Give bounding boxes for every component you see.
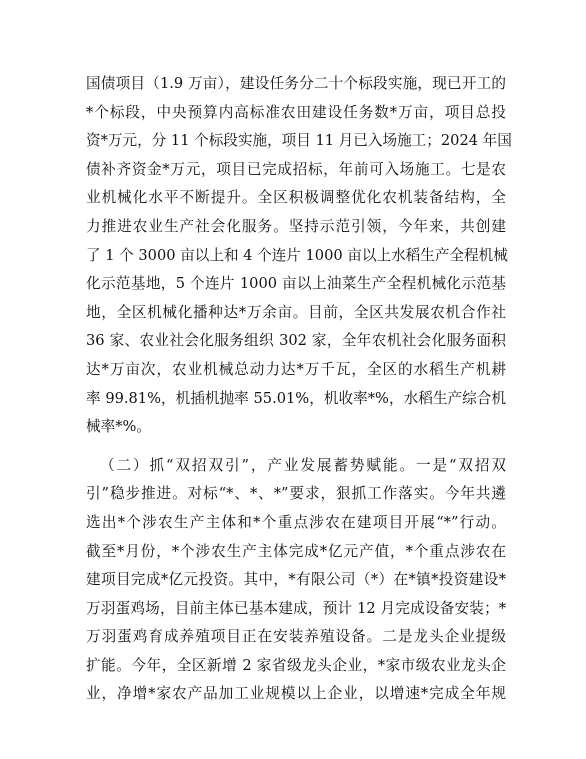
text-line: 万羽蛋鸡场，目前主体已基本建成，预计 12 月完成设备安装；* [86, 599, 506, 617]
text-line: 债补齐资金*万元，项目已完成招标，年前可入场施工。七是农 [86, 160, 506, 178]
text-line: 万羽蛋鸡育成养殖项目正在安装养殖设备。二是龙头企业提级 [86, 628, 506, 646]
paragraph-agri-mechanization [86, 70, 512, 442]
text-line: 化示范基地，5 个连片 1000 亩以上油菜生产全程机械化示范基 [86, 275, 506, 293]
text-line: 业，净增*家农产品加工业规模以上企业，以增速*完成全年规 [86, 685, 506, 703]
text-line: 国债项目（1.9 万亩），建设任务分二十个标段实施，现已开工的 [86, 75, 506, 92]
text-line: 引”稳步推进。对标“*、*、*”要求，狠抓工作落实。今年共遴 [86, 485, 506, 503]
text-line: 建项目完成*亿元投资。其中，*有限公司（*）在*镇*投资建设* [86, 571, 506, 589]
text-line: *个标段，中央预算内高标准农田建设任务数*万亩，项目总投 [86, 103, 506, 121]
text-line: 扩能。今年，全区新增 2 家省级龙头企业，*家市级农业龙头企 [86, 656, 506, 674]
paragraph-investment-attraction [86, 452, 506, 709]
text-line: 械率*%。 [86, 418, 151, 436]
text-line: 业机械化水平不断提升。全区积极调整优化农机装备结构，全 [86, 189, 506, 207]
text-line: 选出*个涉农生产主体和*个重点涉农在建项目开展“*”行动。 [86, 513, 506, 531]
text-line: 率 99.81%，机插机抛率 55.01%，机收率*%，水稻生产综合机 [86, 389, 506, 407]
text-line: 力推进农业生产社会化服务。坚持示范引领，今年来，共创建 [86, 217, 506, 235]
text-line: 36 家、农业社会化服务组织 302 家，全年农机社会化服务面积 [86, 332, 506, 350]
text-line: 达*万亩次，农业机械总动力达*万千瓦，全区的水稻生产机耕 [86, 360, 506, 378]
text-line: 地，全区机械化播种达*万余亩。目前，全区共发展农机合作社 [86, 303, 506, 321]
text-line: （二）抓“双招双引”，产业发展蓄势赋能。一是“双招双 [100, 456, 506, 474]
paragraph-spacer [86, 442, 506, 452]
text-line: 截至*月份，*个涉农生产主体完成*亿元产值，*个重点涉农在 [86, 542, 506, 560]
text-line: 资*万元，分 11 个标段实施，项目 11 月已入场施工；2024 年国 [86, 132, 512, 150]
text-line: 了 1 个 3000 亩以上和 4 个连片 1000 亩以上水稻生产全程机械 [86, 246, 508, 264]
document-page [86, 70, 512, 709]
